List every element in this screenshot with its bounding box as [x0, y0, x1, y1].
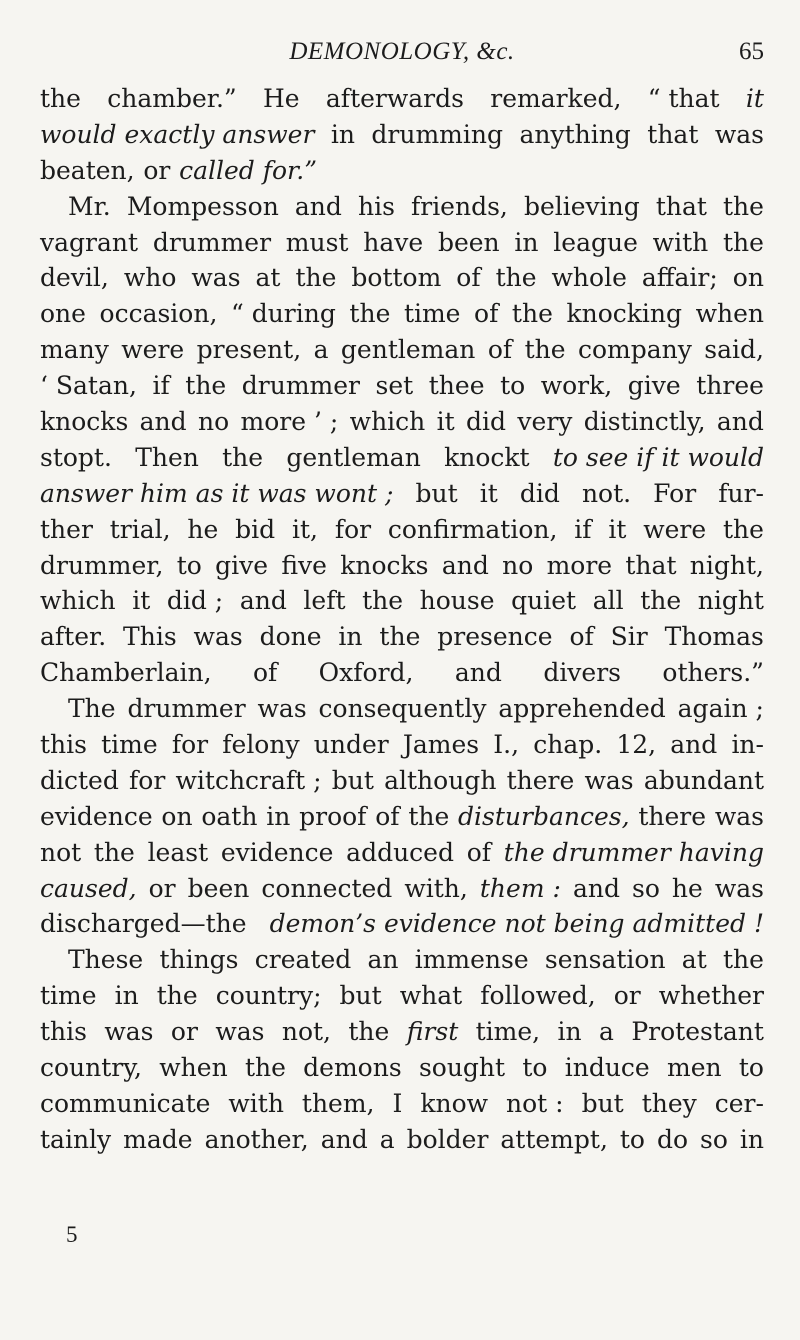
word: of: [252, 658, 278, 688]
word: for: [334, 514, 372, 544]
word: a: [379, 1124, 395, 1154]
word: the: [40, 84, 81, 113]
text-line: [40, 371, 764, 407]
word: induce: [564, 1053, 650, 1083]
word: was: [714, 801, 764, 831]
word: Mr.: [68, 191, 111, 221]
word: been: [187, 873, 250, 903]
word: with,: [404, 873, 468, 903]
word: least: [147, 837, 209, 867]
text-line: [40, 1017, 764, 1053]
text-line: [40, 802, 764, 838]
word: gentleman: [340, 335, 476, 365]
word: done: [259, 622, 322, 652]
word: things: [159, 945, 239, 975]
text-line: [40, 981, 764, 1017]
word: do: [656, 1124, 689, 1154]
text-line: [40, 766, 764, 802]
word: with: [228, 1088, 284, 1118]
word: the: [295, 263, 337, 293]
word: the: [511, 299, 553, 329]
word: the: [408, 801, 450, 831]
word: the: [348, 1017, 390, 1047]
word: that: [625, 550, 677, 580]
word: league: [553, 227, 638, 257]
word: drummer: [152, 227, 272, 257]
signature-mark: 5: [66, 1222, 78, 1247]
word: night: [697, 586, 764, 616]
word: give: [215, 550, 269, 580]
word: bolder: [406, 1124, 489, 1154]
word: they: [641, 1088, 697, 1118]
word: in: [514, 227, 539, 257]
word: after.: [40, 622, 107, 652]
word: men: [666, 1053, 722, 1083]
word: These: [68, 945, 144, 975]
word: company: [577, 335, 692, 365]
text-line: [40, 658, 764, 694]
word: night,: [689, 550, 764, 580]
word: Mompesson: [126, 191, 279, 221]
text-line: [40, 838, 764, 874]
word: the: [222, 442, 264, 472]
word: no: [502, 550, 534, 580]
body-text: [40, 84, 764, 1161]
text-line: [40, 1089, 764, 1125]
word: fur-: [718, 478, 764, 508]
word: stopt.: [40, 442, 112, 472]
word: divers: [543, 658, 622, 688]
word: distinctly,: [583, 407, 706, 437]
word: friends,: [410, 191, 508, 221]
word: “ that: [647, 84, 720, 113]
word: and: [716, 407, 764, 437]
word: it: [436, 407, 455, 437]
word: drummer,: [40, 550, 164, 580]
word: believing: [523, 191, 640, 221]
text-line: [40, 120, 764, 156]
word: felony: [222, 730, 300, 760]
word: if: [152, 371, 170, 401]
word: was: [193, 622, 243, 652]
word: called for.”: [179, 155, 317, 185]
word: and: [139, 407, 187, 437]
word: time: [101, 730, 158, 760]
text-line: [40, 192, 764, 228]
text-line: [40, 443, 764, 479]
word: was: [257, 694, 307, 724]
running-head: [40, 38, 764, 72]
word: occasion,: [99, 299, 218, 329]
text-line: [40, 1125, 764, 1161]
word: have: [363, 227, 424, 257]
word: the: [156, 981, 198, 1011]
word: knocks: [40, 407, 129, 437]
word: or: [148, 873, 176, 903]
word: drummer: [127, 694, 246, 724]
word: knockt: [444, 442, 530, 472]
text-line: [40, 1053, 764, 1089]
word: at: [681, 945, 707, 975]
word: one: [40, 299, 86, 329]
word: demons: [303, 1053, 402, 1083]
word: the: [93, 837, 135, 867]
word: proof: [299, 801, 367, 831]
word: country,: [40, 1053, 143, 1083]
word: the: [362, 586, 404, 616]
word: know: [420, 1088, 489, 1118]
word: created: [254, 945, 352, 975]
word: must: [285, 227, 349, 257]
word: of: [487, 335, 513, 365]
word: did: [466, 407, 507, 437]
word: give: [627, 371, 681, 401]
word: gentleman: [286, 442, 421, 472]
word: the: [723, 514, 764, 544]
word: evidence: [40, 801, 153, 831]
word: quiet: [511, 586, 577, 616]
word: under: [313, 730, 389, 760]
text-line: [40, 874, 764, 910]
text-line: [40, 228, 764, 264]
word: work,: [540, 371, 613, 401]
word: more: [546, 550, 613, 580]
word: there: [638, 801, 707, 831]
word: there: [506, 765, 575, 795]
text-line: [40, 694, 764, 730]
word: so: [631, 873, 660, 903]
word: and: [670, 730, 718, 760]
word: bid: [235, 514, 276, 544]
word: the: [722, 945, 764, 975]
word: on: [161, 801, 193, 831]
word: first: [406, 1017, 459, 1047]
word: in: [266, 801, 291, 831]
word: although: [384, 765, 497, 795]
word: answer him as it was wont ;: [40, 478, 394, 508]
word: in: [739, 1124, 764, 1154]
word: when: [159, 1053, 228, 1083]
word: no: [198, 407, 230, 437]
word: I: [392, 1088, 403, 1118]
word: others.”: [662, 658, 764, 688]
word: anything: [519, 119, 631, 149]
word: Thomas: [664, 622, 764, 652]
word: house: [419, 586, 495, 616]
word: Protestant: [631, 1017, 764, 1047]
text-line: [40, 156, 764, 192]
text-line: [40, 407, 764, 443]
word: The: [68, 694, 116, 724]
word: in: [330, 119, 355, 149]
word: who: [123, 263, 177, 293]
word: present,: [196, 335, 302, 365]
word: bottom: [351, 263, 442, 293]
word: a: [313, 335, 329, 365]
word: if: [574, 514, 592, 544]
word: more ’ ;: [240, 407, 339, 437]
word: what: [399, 981, 463, 1011]
word: was: [584, 765, 634, 795]
word: vagrant: [40, 227, 139, 257]
word: this: [40, 730, 87, 760]
word: would exactly answer: [40, 119, 315, 149]
word: of: [466, 837, 491, 867]
word: in: [114, 981, 139, 1011]
word: James: [402, 730, 480, 760]
word: country;: [215, 981, 322, 1011]
word: and: [320, 1124, 368, 1154]
word: Oxford,: [318, 658, 414, 688]
word: knocking: [566, 299, 682, 329]
word: it: [745, 84, 764, 113]
word: of: [456, 263, 481, 293]
word: chap.: [533, 730, 603, 760]
word: whether: [658, 981, 764, 1011]
text-line: [40, 479, 764, 515]
word: not :: [506, 1088, 564, 1118]
word: three: [696, 371, 764, 401]
word: discharged—the: [40, 909, 247, 939]
text-line: [40, 909, 764, 945]
word: tainly: [40, 1124, 112, 1154]
word: or: [613, 981, 641, 1011]
word: but: [339, 981, 382, 1011]
word: not: [40, 837, 82, 867]
word: his: [357, 191, 395, 221]
word: For: [653, 478, 697, 508]
word: and: [239, 586, 287, 616]
text-line: [40, 945, 764, 981]
word: chamber.”: [107, 84, 237, 113]
text-line: [40, 515, 764, 551]
word: was: [191, 263, 241, 293]
text-line: [40, 622, 764, 658]
word: time,: [475, 1017, 541, 1047]
word: connected: [261, 873, 393, 903]
word: was: [714, 873, 764, 903]
word: witchcraft ;: [175, 765, 322, 795]
word: did ;: [166, 586, 224, 616]
word: time: [403, 299, 461, 329]
word: This: [123, 622, 177, 652]
word: was: [104, 1017, 154, 1047]
word: the: [244, 1053, 286, 1083]
word: was: [714, 119, 764, 149]
word: Sir: [610, 622, 648, 652]
word: for: [171, 730, 209, 760]
word: to see if it would: [552, 442, 764, 472]
text-line: [40, 335, 764, 371]
word: of: [569, 622, 594, 652]
word: sensation: [544, 945, 666, 975]
word: not,: [281, 1017, 331, 1047]
word: or: [143, 155, 171, 185]
word: he: [187, 514, 219, 544]
word: all: [592, 586, 624, 616]
word: which: [40, 586, 116, 616]
word: the: [185, 371, 227, 401]
word: demon’s evidence not being admitted !: [269, 909, 764, 939]
word: for: [129, 765, 166, 795]
word: attempt,: [500, 1124, 608, 1154]
page-number: 65: [739, 38, 764, 65]
word: not.: [581, 478, 632, 508]
word: and: [441, 550, 489, 580]
word: in-: [731, 730, 764, 760]
word: with: [652, 227, 709, 257]
word: abundant: [643, 765, 764, 795]
word: very: [517, 407, 573, 437]
word: or: [170, 1017, 198, 1047]
word: the: [524, 335, 566, 365]
word: immense: [414, 945, 529, 975]
word: 12,: [616, 730, 657, 760]
word: them :: [479, 873, 561, 903]
word: at: [255, 263, 281, 293]
word: dicted: [40, 765, 119, 795]
word: to: [500, 371, 526, 401]
text-line: [40, 586, 764, 622]
word: five: [281, 550, 327, 580]
word: presence: [437, 622, 553, 652]
word: of: [474, 299, 499, 329]
word: but: [581, 1088, 624, 1118]
word: another,: [204, 1124, 309, 1154]
word: so: [700, 1124, 728, 1154]
word: affair;: [641, 263, 718, 293]
word: the: [349, 299, 391, 329]
word: a: [599, 1017, 614, 1047]
word: caused,: [40, 873, 137, 903]
word: and: [572, 873, 620, 903]
word: he: [671, 873, 703, 903]
text-line: [40, 730, 764, 766]
word: but: [415, 478, 458, 508]
word: to: [176, 550, 202, 580]
word: it: [479, 478, 498, 508]
word: communicate: [40, 1088, 211, 1118]
word: to: [522, 1053, 548, 1083]
word: this: [40, 1017, 87, 1047]
word: that: [647, 119, 699, 149]
word: sought: [418, 1053, 506, 1083]
word: thee: [428, 371, 485, 401]
word: Chamberlain,: [40, 658, 212, 688]
word: knocks: [340, 550, 429, 580]
word: whole: [551, 263, 627, 293]
word: were: [643, 514, 707, 544]
word: the: [640, 586, 682, 616]
word: ‘ Satan,: [40, 371, 137, 401]
word: that: [655, 191, 707, 221]
word: confirmation,: [387, 514, 558, 544]
word: was: [215, 1017, 265, 1047]
word: remarked,: [490, 84, 622, 113]
word: the: [722, 227, 764, 257]
word: it,: [291, 514, 318, 544]
word: oath: [201, 801, 258, 831]
word: said,: [704, 335, 764, 365]
word: made: [123, 1124, 193, 1154]
word: afterwards: [325, 84, 464, 113]
word: and: [294, 191, 342, 221]
word: on: [732, 263, 764, 293]
word: when: [695, 299, 764, 329]
word: which: [349, 407, 426, 437]
word: Then: [135, 442, 199, 472]
word: He: [263, 84, 300, 113]
word: been: [437, 227, 500, 257]
word: the: [379, 622, 421, 652]
word: were: [121, 335, 185, 365]
word: and: [454, 658, 502, 688]
text-line: [40, 551, 764, 587]
text-line: [40, 299, 764, 335]
word: devil,: [40, 263, 109, 293]
word: followed,: [480, 981, 596, 1011]
word: trial,: [109, 514, 171, 544]
word: left: [303, 586, 346, 616]
word: them,: [301, 1088, 375, 1118]
word: cer-: [714, 1088, 764, 1118]
word: of: [375, 801, 400, 831]
word: ther: [40, 514, 93, 544]
word: drummer: [241, 371, 360, 401]
word: again ;: [677, 694, 764, 724]
word: I.,: [493, 730, 520, 760]
word: set: [375, 371, 414, 401]
word: adduced: [346, 837, 454, 867]
word: time: [40, 981, 97, 1011]
word: “ during: [230, 299, 336, 329]
word: beaten,: [40, 155, 135, 185]
word: the: [723, 191, 764, 221]
word: evidence: [220, 837, 334, 867]
word: to: [738, 1053, 764, 1083]
word: many: [40, 335, 109, 365]
word: the: [495, 263, 537, 293]
word: in: [338, 622, 363, 652]
word: apprehended: [498, 694, 666, 724]
word: it: [608, 514, 627, 544]
word: drumming: [371, 119, 503, 149]
word: but: [331, 765, 374, 795]
text-line: [40, 263, 764, 299]
word: disturbances,: [458, 801, 630, 831]
word: did: [519, 478, 560, 508]
word: it: [132, 586, 151, 616]
word: in: [557, 1017, 582, 1047]
word: the drummer having: [503, 837, 764, 867]
word: to: [619, 1124, 645, 1154]
word: consequently: [318, 694, 487, 724]
word: an: [367, 945, 399, 975]
text-line: [40, 84, 764, 120]
running-title: DEMONOLOGY, &c.: [289, 38, 515, 65]
